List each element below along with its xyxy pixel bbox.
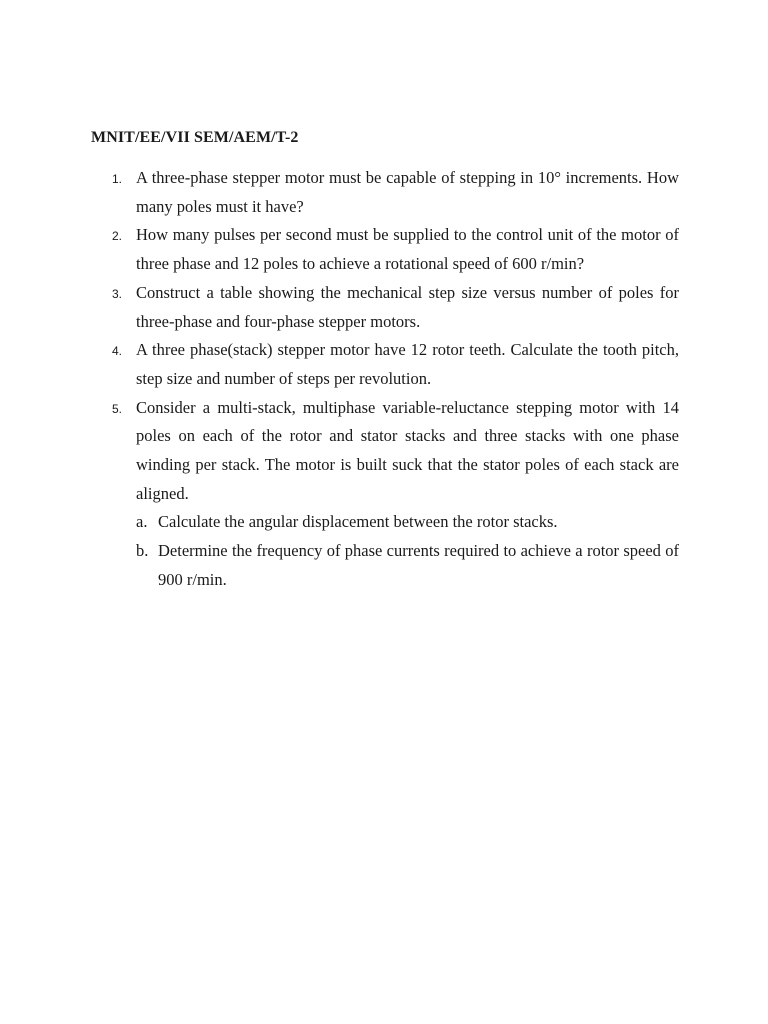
sub-question-item (91, 537, 679, 594)
question-number: 5. (112, 401, 123, 416)
question-text: Construct a table showing the mechanical step size versus number of poles for three-phase and four-phase stepper motors. (136, 282, 679, 331)
question-item (91, 394, 679, 509)
page-title: MNIT/EE/VII SEM/AEM/T-2 (91, 129, 299, 146)
question-text: A three-phase stepper motor must be capable of stepping in 10° increments. How many poles must it have? (136, 168, 679, 216)
question-number: 1. (112, 172, 123, 186)
question-number: 4. (112, 344, 123, 359)
sub-question-text: Calculate the angular displacement between the rotor stacks. (158, 512, 558, 532)
question-text: Consider a multi-stack, multiphase variable-reluctance stepping motor with 14 poles on each of the rotor and stator stacks and three stacks with one phase winding per stack. The motor is built suck that the stator poles of each stack are aligned. (136, 397, 679, 503)
question-list (91, 164, 679, 595)
question-number: 2. (112, 229, 123, 244)
question-item (91, 336, 679, 393)
sub-question-label: b. (136, 541, 149, 561)
question-text: A three phase(stack) stepper motor have 12 rotor teeth. Calculate the tooth pitch, step size and number of steps per revolution. (136, 340, 679, 388)
question-item (91, 279, 679, 336)
question-item (91, 164, 679, 221)
sub-question-label: a. (136, 512, 148, 532)
question-item (91, 221, 679, 278)
question-text: How many pulses per second must be supplied to the control unit of the motor of three phase and 12 poles to achieve a rotational speed of 600 r/min? (136, 225, 679, 274)
sub-question-item (91, 508, 679, 537)
sub-question-text: Determine the frequency of phase currents required to achieve a rotor speed of 900 r/min. (158, 541, 679, 589)
question-number: 3. (112, 286, 123, 301)
